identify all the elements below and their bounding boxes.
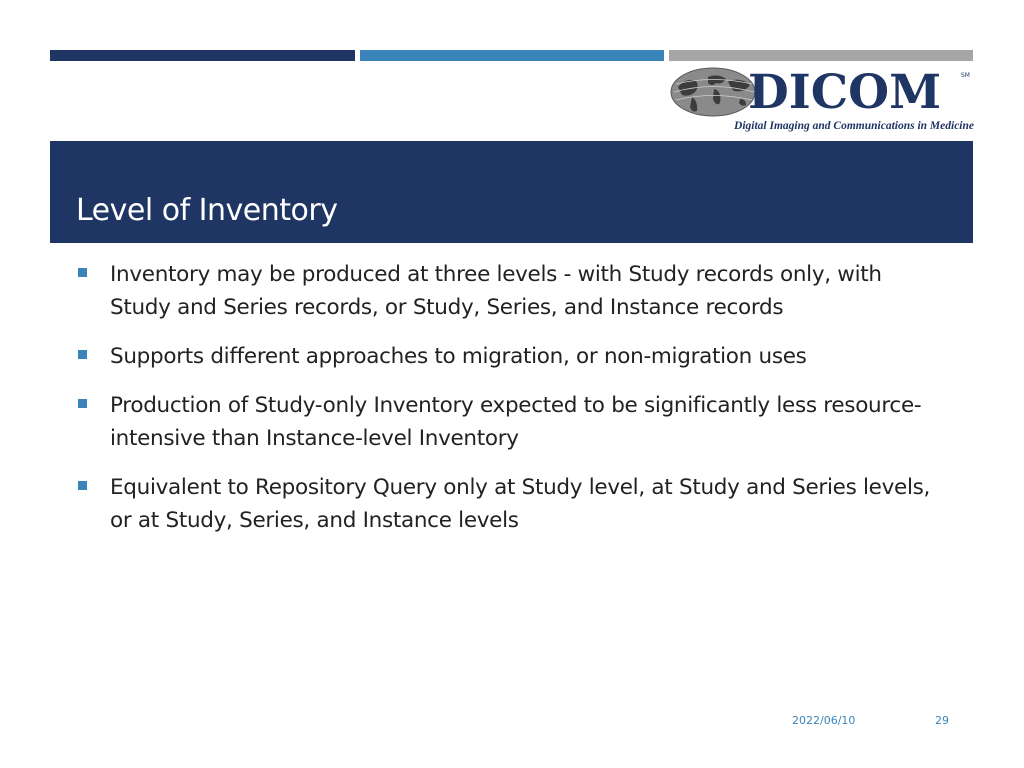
square-bullet-icon	[78, 350, 87, 359]
bullet-text: Inventory may be produced at three levels - with Study records only, with Study and Series records, or Study, Series, and Instance records	[110, 262, 882, 320]
list-item	[76, 258, 946, 324]
globe-icon	[670, 67, 756, 117]
top-accent-bar-gray	[669, 50, 973, 61]
square-bullet-icon	[78, 399, 87, 408]
list-item	[76, 471, 946, 537]
square-bullet-icon	[78, 481, 87, 490]
bullet-list	[76, 258, 946, 553]
top-accent-bar-navy	[50, 50, 355, 61]
list-item	[76, 340, 946, 373]
page-number: 29	[935, 714, 949, 727]
logo-tagline: Digital Imaging and Communications in Medicine	[734, 120, 974, 132]
title-band	[50, 141, 973, 243]
bullet-text: Equivalent to Repository Query only at Study level, at Study and Series levels, or at Study, Series, and Instance levels	[110, 475, 931, 533]
dicom-logo	[668, 64, 974, 140]
bullet-text: Production of Study-only Inventory expected to be significantly less resource-intensive than Instance-level Inventory	[110, 393, 922, 451]
logo-wordmark: DICOM	[748, 65, 942, 120]
top-accent-bar-blue	[360, 50, 664, 61]
slide-title: Level of Inventory	[76, 193, 338, 228]
square-bullet-icon	[78, 268, 87, 277]
footer-date: 2022/06/10	[792, 714, 856, 727]
logo-service-mark: SM	[961, 72, 970, 79]
bullet-text: Supports different approaches to migration, or non-migration uses	[110, 344, 807, 369]
list-item	[76, 389, 946, 455]
